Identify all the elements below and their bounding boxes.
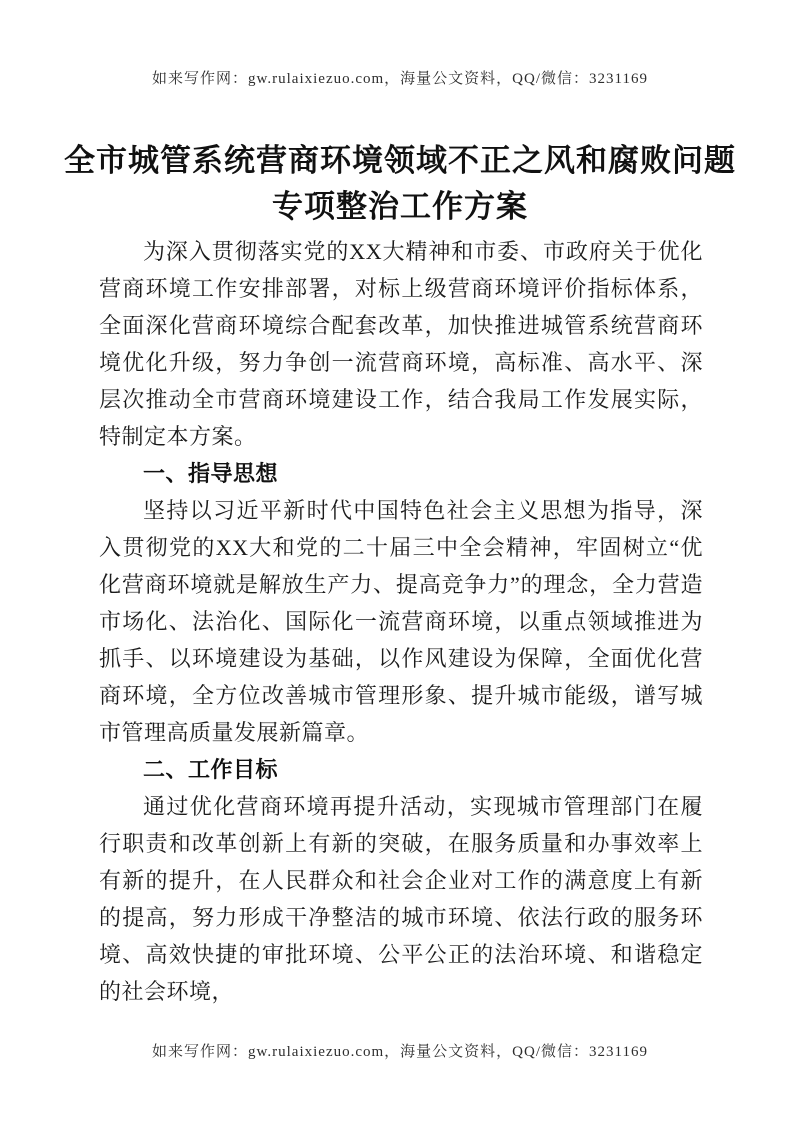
paragraph-work-goals: 通过优化营商环境再提升活动，实现城市管理部门在履行职责和改革创新上有新的突破，在服务质量和办事效率上有新的提升，在人民群众和社会企业对工作的满意度上有新的提高，努力形成干净整洁的城市环境、依法行政的服务环境、高效快捷的审批环境、公平公正的法治环境、和谐稳定的社会环境， [99,794,703,1004]
document-title: 全市城管系统营商环境领域不正之风和腐败问题专项整治工作方案 [64,143,736,224]
section-heading-guiding-ideology: 一、指导思想 [143,461,279,486]
footer-watermark-note: 如来写作网：gw.rulaixiezuo.com，海量公文资料，QQ/微信：3231169 [152,1044,648,1060]
header-watermark-note: 如来写作网：gw.rulaixiezuo.com，海量公文资料，QQ/微信：3231169 [152,71,648,87]
section-heading-work-goals: 二、工作目标 [143,757,279,782]
paragraph-guiding-ideology: 坚持以习近平新时代中国特色社会主义思想为指导，深入贯彻党的XX大和党的二十届三中全会精神，牢固树立“优化营商环境就是解放生产力、提高竞争力”的理念，全力营造市场化、法治化、国际化一流营商环境，以重点领域推进为抓手、以环境建设为基础，以作风建设为保障，全面优化营商环境，全方位改善城市管理形象、提升城市能级，谱写城市管理高质量发展新篇章。 [99,498,703,745]
document-body [99,233,703,1010]
paragraph-intro: 为深入贯彻落实党的XX大精神和市委、市政府关于优化营商环境工作安排部署，对标上级营商环境评价指标体系，全面深化营商环境综合配套改革，加快推进城管系统营商环境优化升级，努力争创一流营商环境，高标准、高水平、深层次推动全市营商环境建设工作，结合我局工作发展实际，特制定本方案。 [99,239,703,449]
